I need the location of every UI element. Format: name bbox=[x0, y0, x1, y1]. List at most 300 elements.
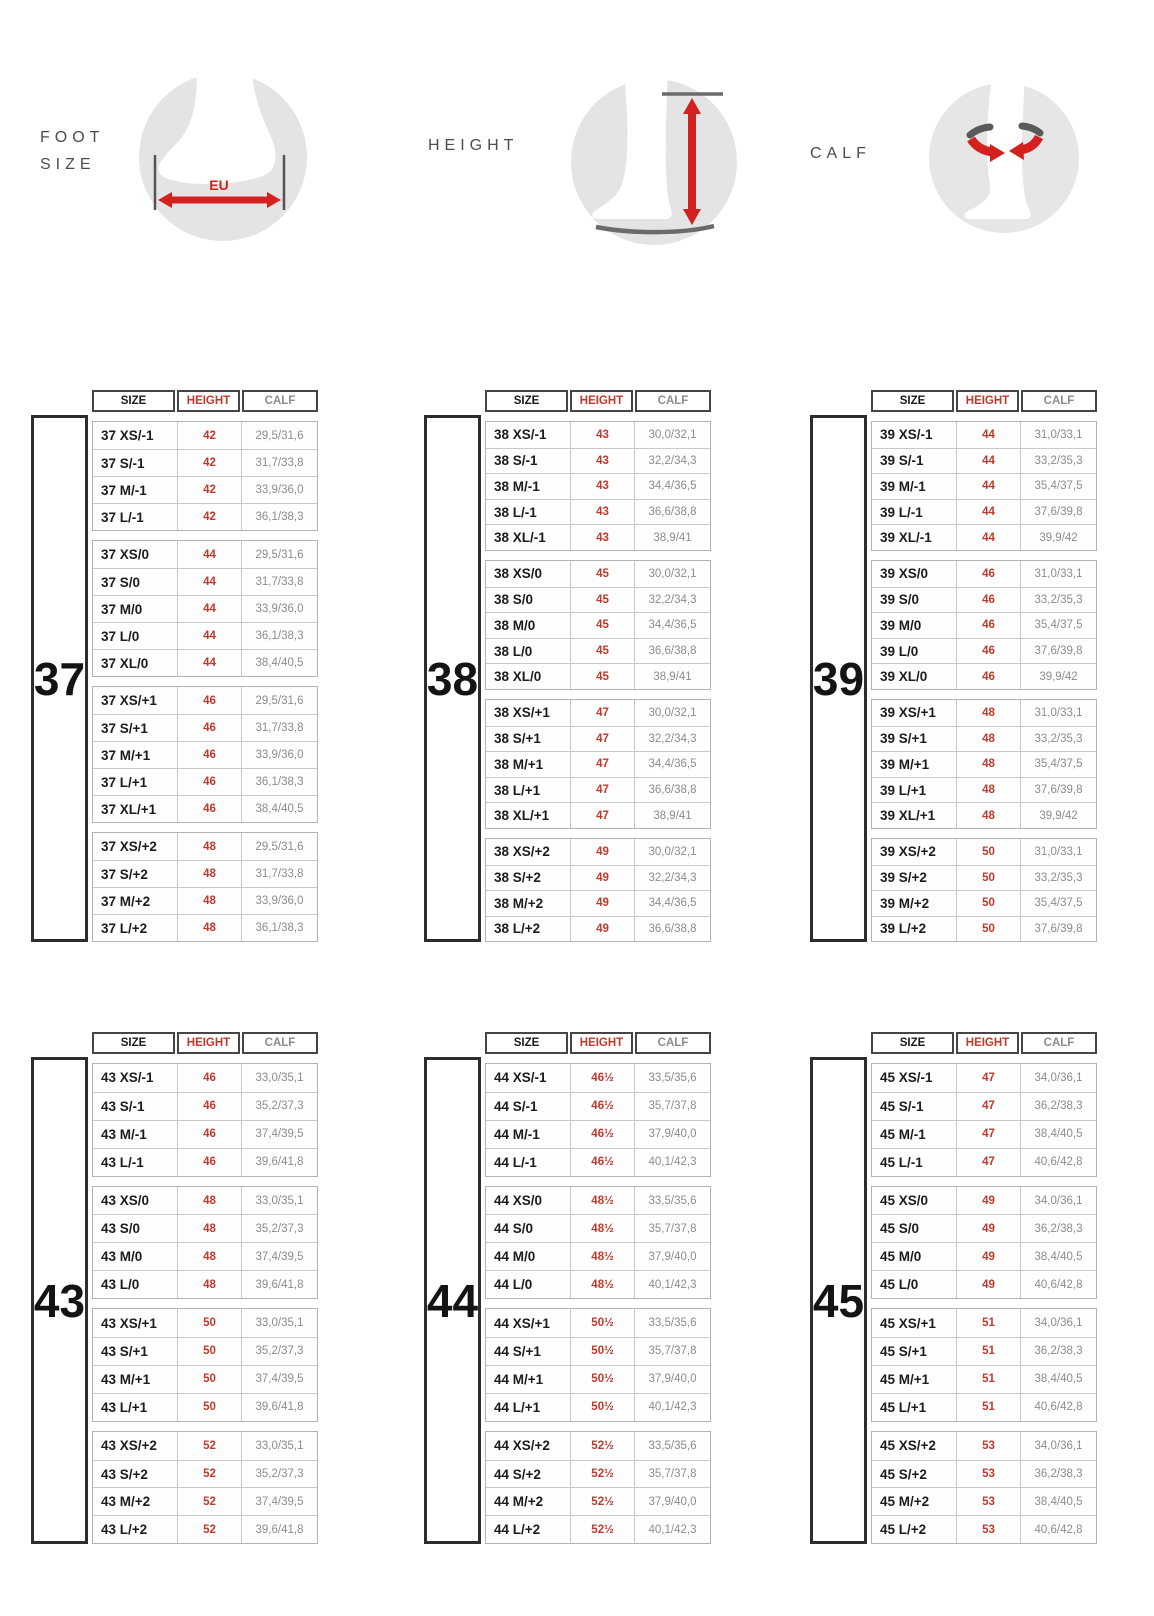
calf-cell: 37,4/39,5 bbox=[241, 1121, 317, 1148]
table-row bbox=[872, 612, 1096, 638]
size-cell: 37 XS/0 bbox=[101, 547, 150, 562]
column-header-calf: CALF bbox=[242, 390, 318, 412]
table-row bbox=[486, 1120, 710, 1148]
table-row bbox=[486, 561, 710, 587]
table-row bbox=[93, 714, 317, 741]
height-cell: 51 bbox=[956, 1309, 1020, 1337]
size-cell: 39 M/+1 bbox=[880, 756, 930, 772]
table-row bbox=[872, 839, 1096, 865]
table-row bbox=[93, 687, 317, 714]
table-big-number: 43 bbox=[31, 1057, 88, 1544]
table-row bbox=[872, 638, 1096, 664]
table-row bbox=[93, 741, 317, 768]
height-cell: 45 bbox=[570, 561, 634, 587]
calf-cell: 38,9/41 bbox=[634, 664, 710, 689]
height-cell: 53 bbox=[956, 1516, 1020, 1543]
row-group-2 bbox=[92, 1308, 318, 1422]
height-cell: 49 bbox=[570, 917, 634, 942]
table-row bbox=[93, 1365, 317, 1393]
height-cell: 47 bbox=[956, 1064, 1020, 1092]
table-row bbox=[93, 476, 317, 503]
calf-cell: 39,6/41,8 bbox=[241, 1516, 317, 1543]
table-row bbox=[93, 1270, 317, 1298]
column-header-height: HEIGHT bbox=[177, 390, 240, 412]
height-cell: 47 bbox=[956, 1149, 1020, 1176]
column-header-height: HEIGHT bbox=[177, 1032, 240, 1054]
size-cell: 43 XS/0 bbox=[101, 1193, 150, 1208]
table-row bbox=[93, 860, 317, 887]
size-cell: 45 L/+2 bbox=[880, 1522, 927, 1538]
table-grid bbox=[871, 390, 1097, 942]
size-cell: 45 L/-1 bbox=[880, 1154, 923, 1170]
table-row bbox=[486, 587, 710, 613]
calf-cell: 33,2/35,3 bbox=[1020, 727, 1096, 752]
size-cell: 45 XS/0 bbox=[880, 1193, 929, 1208]
size-cell: 37 XL/0 bbox=[101, 655, 149, 671]
table-row bbox=[486, 612, 710, 638]
height-cell: 46 bbox=[177, 1149, 241, 1176]
size-cell: 43 M/+1 bbox=[101, 1371, 151, 1387]
size-cell: 38 L/+2 bbox=[494, 921, 541, 937]
height-cell: 50 bbox=[956, 866, 1020, 891]
height-cell: 46 bbox=[177, 769, 241, 795]
size-cell: 39 M/-1 bbox=[880, 478, 926, 494]
calf-cell: 38,4/40,5 bbox=[1020, 1366, 1096, 1393]
column-header-size: SIZE bbox=[92, 1032, 175, 1054]
size-cell: 45 M/+1 bbox=[880, 1371, 930, 1387]
table-header-row bbox=[92, 390, 318, 412]
size-cell: 39 XL/-1 bbox=[880, 530, 932, 546]
height-cell: 43 bbox=[570, 500, 634, 525]
table-row bbox=[486, 839, 710, 865]
size-cell: 44 L/+1 bbox=[494, 1399, 541, 1415]
height-cell: 49 bbox=[956, 1271, 1020, 1298]
calf-icon bbox=[928, 82, 1080, 234]
row-group-3 bbox=[485, 1431, 711, 1545]
calf-cell: 36,6/38,8 bbox=[634, 778, 710, 803]
column-header-calf: CALF bbox=[1021, 1032, 1097, 1054]
table-row bbox=[872, 751, 1096, 777]
calf-cell: 39,9/42 bbox=[1020, 525, 1096, 550]
table-row bbox=[872, 1242, 1096, 1270]
table-row bbox=[872, 1214, 1096, 1242]
size-cell: 44 S/+1 bbox=[494, 1343, 541, 1359]
size-table-43 bbox=[31, 1032, 318, 1544]
foot-size-label-line1: FOOT bbox=[40, 129, 105, 146]
size-cell: 39 XS/+1 bbox=[880, 705, 936, 721]
column-header-size: SIZE bbox=[871, 390, 954, 412]
table-row bbox=[93, 1148, 317, 1176]
table-row bbox=[872, 802, 1096, 828]
height-cell: 48½ bbox=[570, 1243, 634, 1270]
height-cell: 48½ bbox=[570, 1215, 634, 1242]
size-cell: 39 XL/0 bbox=[880, 669, 928, 685]
calf-cell: 33,2/35,3 bbox=[1020, 588, 1096, 613]
calf-cell: 29,5/31,6 bbox=[241, 833, 317, 860]
row-group-3 bbox=[871, 838, 1097, 942]
height-cell: 44 bbox=[956, 422, 1020, 448]
table-row bbox=[93, 768, 317, 795]
calf-cell: 38,4/40,5 bbox=[1020, 1488, 1096, 1515]
calf-cell: 33,0/35,1 bbox=[241, 1064, 317, 1092]
table-row bbox=[93, 541, 317, 568]
table-row bbox=[872, 473, 1096, 499]
size-cell: 44 M/+2 bbox=[494, 1494, 544, 1510]
size-cell: 45 M/-1 bbox=[880, 1126, 926, 1142]
calf-cell: 35,2/37,3 bbox=[241, 1338, 317, 1365]
column-header-height: HEIGHT bbox=[570, 390, 633, 412]
table-row bbox=[872, 1120, 1096, 1148]
size-cell: 38 XS/+2 bbox=[494, 844, 550, 860]
height-cell: 44 bbox=[956, 525, 1020, 550]
table-row bbox=[486, 777, 710, 803]
size-cell: 45 L/0 bbox=[880, 1277, 919, 1293]
size-cell: 44 XS/0 bbox=[494, 1193, 543, 1208]
table-row bbox=[486, 916, 710, 942]
height-cell: 46 bbox=[956, 664, 1020, 689]
row-group-0 bbox=[871, 421, 1097, 551]
calf-cell: 33,0/35,1 bbox=[241, 1309, 317, 1337]
size-cell: 44 L/+2 bbox=[494, 1522, 541, 1538]
table-row bbox=[93, 649, 317, 676]
table-row bbox=[872, 1460, 1096, 1488]
column-header-size: SIZE bbox=[92, 390, 175, 412]
table-row bbox=[486, 700, 710, 726]
table-row bbox=[872, 1309, 1096, 1337]
row-group-1 bbox=[92, 540, 318, 677]
size-cell: 45 S/+2 bbox=[880, 1466, 927, 1482]
height-cell: 52 bbox=[177, 1488, 241, 1515]
calf-cell: 38,4/40,5 bbox=[1020, 1121, 1096, 1148]
column-header-calf: CALF bbox=[1021, 390, 1097, 412]
row-group-0 bbox=[871, 1063, 1097, 1177]
table-row bbox=[486, 1214, 710, 1242]
calf-cell: 37,6/39,8 bbox=[1020, 639, 1096, 664]
row-group-0 bbox=[485, 421, 711, 551]
row-group-2 bbox=[92, 686, 318, 823]
height-cell: 48 bbox=[177, 861, 241, 887]
table-grid bbox=[485, 1032, 711, 1544]
height-cell: 48 bbox=[177, 888, 241, 914]
size-cell: 37 XL/+1 bbox=[101, 801, 157, 817]
table-row bbox=[486, 448, 710, 474]
calf-cell: 31,7/33,8 bbox=[241, 450, 317, 476]
size-cell: 37 XS/+1 bbox=[101, 693, 157, 708]
size-cell: 38 XS/+1 bbox=[494, 705, 550, 721]
calf-cell: 35,7/37,8 bbox=[634, 1215, 710, 1242]
calf-cell: 35,2/37,3 bbox=[241, 1461, 317, 1488]
table-row bbox=[486, 1365, 710, 1393]
table-row bbox=[486, 1270, 710, 1298]
calf-cell: 38,4/40,5 bbox=[1020, 1243, 1096, 1270]
height-cell: 50½ bbox=[570, 1338, 634, 1365]
row-group-0 bbox=[485, 1063, 711, 1177]
height-cell: 46½ bbox=[570, 1149, 634, 1176]
size-cell: 37 XS/+2 bbox=[101, 839, 157, 854]
table-row bbox=[872, 1487, 1096, 1515]
size-cell: 37 M/+1 bbox=[101, 747, 151, 763]
table-big-number: 45 bbox=[810, 1057, 867, 1544]
table-row bbox=[93, 887, 317, 914]
size-cell: 39 M/0 bbox=[880, 617, 922, 633]
size-cell: 38 XS/-1 bbox=[494, 427, 547, 443]
calf-cell: 35,7/37,8 bbox=[634, 1093, 710, 1120]
size-table-38 bbox=[424, 390, 711, 942]
table-row bbox=[486, 499, 710, 525]
row-group-0 bbox=[92, 1063, 318, 1177]
row-group-3 bbox=[485, 838, 711, 942]
table-row bbox=[872, 448, 1096, 474]
size-cell: 37 L/0 bbox=[101, 628, 140, 644]
calf-cell: 38,9/41 bbox=[634, 525, 710, 550]
size-cell: 43 XS/-1 bbox=[101, 1070, 154, 1086]
size-cell: 39 L/0 bbox=[880, 643, 919, 659]
table-row bbox=[486, 1460, 710, 1488]
table-row bbox=[93, 1487, 317, 1515]
calf-cell: 35,4/37,5 bbox=[1020, 613, 1096, 638]
size-cell: 43 S/+1 bbox=[101, 1343, 148, 1359]
table-row bbox=[486, 473, 710, 499]
height-cell: 48 bbox=[956, 803, 1020, 828]
table-row bbox=[93, 1460, 317, 1488]
height-cell: 47 bbox=[956, 1093, 1020, 1120]
height-cell: 49 bbox=[570, 866, 634, 891]
size-cell: 39 XS/+2 bbox=[880, 844, 936, 860]
size-cell: 39 M/+2 bbox=[880, 895, 930, 911]
height-cell: 52½ bbox=[570, 1461, 634, 1488]
size-cell: 38 XL/-1 bbox=[494, 530, 546, 546]
table-row bbox=[872, 1365, 1096, 1393]
table-row bbox=[872, 865, 1096, 891]
height-cell: 50 bbox=[177, 1338, 241, 1365]
calf-cell: 36,1/38,3 bbox=[241, 915, 317, 941]
size-table-37 bbox=[31, 390, 318, 942]
calf-cell: 33,2/35,3 bbox=[1020, 449, 1096, 474]
height-cell: 52 bbox=[177, 1432, 241, 1460]
calf-cell: 32,2/34,3 bbox=[634, 588, 710, 613]
table-row bbox=[93, 449, 317, 476]
calf-cell: 33,9/36,0 bbox=[241, 477, 317, 503]
size-cell: 39 XL/+1 bbox=[880, 808, 936, 824]
calf-cell: 38,4/40,5 bbox=[241, 650, 317, 676]
table-row bbox=[872, 524, 1096, 550]
calf-cell: 34,0/36,1 bbox=[1020, 1064, 1096, 1092]
calf-cell: 29,5/31,6 bbox=[241, 687, 317, 714]
height-cell: 43 bbox=[570, 449, 634, 474]
table-row bbox=[872, 1393, 1096, 1421]
size-cell: 38 S/+1 bbox=[494, 731, 541, 747]
column-header-calf: CALF bbox=[242, 1032, 318, 1054]
calf-cell: 36,6/38,8 bbox=[634, 917, 710, 942]
height-cell: 46 bbox=[177, 1121, 241, 1148]
column-header-calf: CALF bbox=[635, 1032, 711, 1054]
height-cell: 46½ bbox=[570, 1093, 634, 1120]
height-cell: 53 bbox=[956, 1461, 1020, 1488]
height-cell: 44 bbox=[177, 541, 241, 568]
height-cell: 44 bbox=[177, 623, 241, 649]
size-cell: 43 M/+2 bbox=[101, 1494, 151, 1510]
height-cell: 46 bbox=[177, 1064, 241, 1092]
table-row bbox=[486, 1187, 710, 1215]
size-cell: 38 XL/0 bbox=[494, 669, 542, 685]
height-cell: 43 bbox=[570, 422, 634, 448]
calf-cell: 36,1/38,3 bbox=[241, 769, 317, 795]
height-cell: 49 bbox=[570, 839, 634, 865]
height-cell: 48 bbox=[177, 833, 241, 860]
calf-cell: 35,4/37,5 bbox=[1020, 752, 1096, 777]
height-cell: 46½ bbox=[570, 1121, 634, 1148]
table-big-number: 37 bbox=[31, 415, 88, 942]
calf-cell: 32,2/34,3 bbox=[634, 449, 710, 474]
height-cell: 48 bbox=[956, 778, 1020, 803]
column-header-size: SIZE bbox=[485, 1032, 568, 1054]
size-cell: 37 L/+1 bbox=[101, 774, 148, 790]
height-cell: 47 bbox=[570, 700, 634, 726]
calf-cell: 40,1/42,3 bbox=[634, 1394, 710, 1421]
calf-cell: 34,4/36,5 bbox=[634, 891, 710, 916]
size-cell: 38 XS/0 bbox=[494, 566, 543, 582]
calf-cell: 36,2/38,3 bbox=[1020, 1461, 1096, 1488]
table-row bbox=[93, 1432, 317, 1460]
size-cell: 37 L/+2 bbox=[101, 920, 148, 936]
table-row bbox=[872, 1187, 1096, 1215]
table-row bbox=[93, 422, 317, 449]
height-cell: 50 bbox=[177, 1394, 241, 1421]
calf-cell: 32,2/34,3 bbox=[634, 866, 710, 891]
table-row bbox=[93, 1064, 317, 1092]
size-cell: 38 M/0 bbox=[494, 617, 536, 633]
size-cell: 38 L/+1 bbox=[494, 782, 541, 798]
foot-size-icon bbox=[138, 72, 308, 242]
table-row bbox=[486, 638, 710, 664]
table-row bbox=[486, 1309, 710, 1337]
height-cell: 49 bbox=[570, 891, 634, 916]
size-cell: 45 S/-1 bbox=[880, 1098, 924, 1114]
table-header-row bbox=[485, 1032, 711, 1054]
height-cell: 43 bbox=[570, 525, 634, 550]
table-big-number: 39 bbox=[810, 415, 867, 942]
height-cell: 52½ bbox=[570, 1516, 634, 1543]
calf-cell: 36,6/38,8 bbox=[634, 639, 710, 664]
table-row bbox=[93, 1242, 317, 1270]
calf-cell: 36,2/38,3 bbox=[1020, 1215, 1096, 1242]
table-row bbox=[93, 1337, 317, 1365]
column-header-height: HEIGHT bbox=[570, 1032, 633, 1054]
calf-cell: 37,6/39,8 bbox=[1020, 917, 1096, 942]
calf-cell: 30,0/32,1 bbox=[634, 839, 710, 865]
calf-cell: 37,9/40,0 bbox=[634, 1366, 710, 1393]
foot-size-label bbox=[40, 124, 104, 178]
row-group-1 bbox=[871, 1186, 1097, 1300]
calf-cell: 33,0/35,1 bbox=[241, 1187, 317, 1215]
table-row bbox=[872, 1064, 1096, 1092]
size-cell: 37 S/+2 bbox=[101, 866, 148, 882]
height-cell: 44 bbox=[956, 449, 1020, 474]
size-cell: 37 M/+2 bbox=[101, 893, 151, 909]
table-row bbox=[872, 1432, 1096, 1460]
height-cell: 51 bbox=[956, 1338, 1020, 1365]
height-cell: 52 bbox=[177, 1516, 241, 1543]
height-cell: 47 bbox=[570, 727, 634, 752]
calf-cell: 31,7/33,8 bbox=[241, 715, 317, 741]
table-row bbox=[486, 890, 710, 916]
table-row bbox=[872, 587, 1096, 613]
table-row bbox=[486, 1242, 710, 1270]
table-grid bbox=[485, 390, 711, 942]
size-cell: 39 XS/-1 bbox=[880, 427, 933, 443]
table-row bbox=[486, 1148, 710, 1176]
table-row bbox=[872, 890, 1096, 916]
height-cell: 50 bbox=[177, 1366, 241, 1393]
calf-cell: 35,7/37,8 bbox=[634, 1461, 710, 1488]
size-cell: 44 XS/+2 bbox=[494, 1438, 550, 1454]
calf-cell: 30,0/32,1 bbox=[634, 422, 710, 448]
size-cell: 38 S/0 bbox=[494, 592, 534, 608]
size-cell: 44 L/-1 bbox=[494, 1154, 537, 1170]
size-cell: 44 XS/-1 bbox=[494, 1070, 547, 1086]
height-cell: 44 bbox=[956, 474, 1020, 499]
height-cell: 45 bbox=[570, 664, 634, 689]
calf-cell: 29,5/31,6 bbox=[241, 422, 317, 449]
calf-cell: 30,0/32,1 bbox=[634, 700, 710, 726]
calf-cell: 36,6/38,8 bbox=[634, 500, 710, 525]
height-cell: 53 bbox=[956, 1488, 1020, 1515]
calf-cell: 40,6/42,8 bbox=[1020, 1149, 1096, 1176]
table-row bbox=[486, 726, 710, 752]
calf-cell: 33,5/35,6 bbox=[634, 1187, 710, 1215]
height-cell: 47 bbox=[956, 1121, 1020, 1148]
size-cell: 43 S/-1 bbox=[101, 1098, 145, 1114]
size-cell: 38 M/-1 bbox=[494, 478, 540, 494]
table-row bbox=[93, 1393, 317, 1421]
table-row bbox=[872, 726, 1096, 752]
height-cell: 50 bbox=[956, 839, 1020, 865]
height-cell: 42 bbox=[177, 477, 241, 503]
height-cell: 53 bbox=[956, 1432, 1020, 1460]
table-grid bbox=[92, 1032, 318, 1544]
height-cell: 50½ bbox=[570, 1309, 634, 1337]
height-cell: 45 bbox=[570, 588, 634, 613]
table-row bbox=[93, 833, 317, 860]
height-cell: 46 bbox=[956, 588, 1020, 613]
height-cell: 48½ bbox=[570, 1271, 634, 1298]
height-cell: 49 bbox=[956, 1187, 1020, 1215]
height-cell: 46 bbox=[956, 639, 1020, 664]
table-row bbox=[486, 524, 710, 550]
table-row bbox=[93, 1309, 317, 1337]
calf-cell: 36,1/38,3 bbox=[241, 623, 317, 649]
table-row bbox=[872, 1337, 1096, 1365]
size-cell: 43 M/0 bbox=[101, 1249, 143, 1265]
height-cell: 47 bbox=[570, 803, 634, 828]
calf-label: CALF bbox=[810, 145, 871, 162]
table-row bbox=[93, 1187, 317, 1215]
calf-cell: 39,6/41,8 bbox=[241, 1149, 317, 1176]
table-grid bbox=[871, 1032, 1097, 1544]
size-cell: 43 L/0 bbox=[101, 1277, 140, 1293]
calf-cell: 39,6/41,8 bbox=[241, 1394, 317, 1421]
calf-cell: 31,0/33,1 bbox=[1020, 422, 1096, 448]
table-row bbox=[93, 795, 317, 822]
table-header-row bbox=[871, 1032, 1097, 1054]
table-row bbox=[872, 1515, 1096, 1543]
table-header-row bbox=[871, 390, 1097, 412]
size-cell: 45 XS/+2 bbox=[880, 1438, 936, 1454]
table-row bbox=[486, 865, 710, 891]
height-cell: 52½ bbox=[570, 1488, 634, 1515]
calf-cell: 31,7/33,8 bbox=[241, 861, 317, 887]
size-cell: 43 S/+2 bbox=[101, 1466, 148, 1482]
